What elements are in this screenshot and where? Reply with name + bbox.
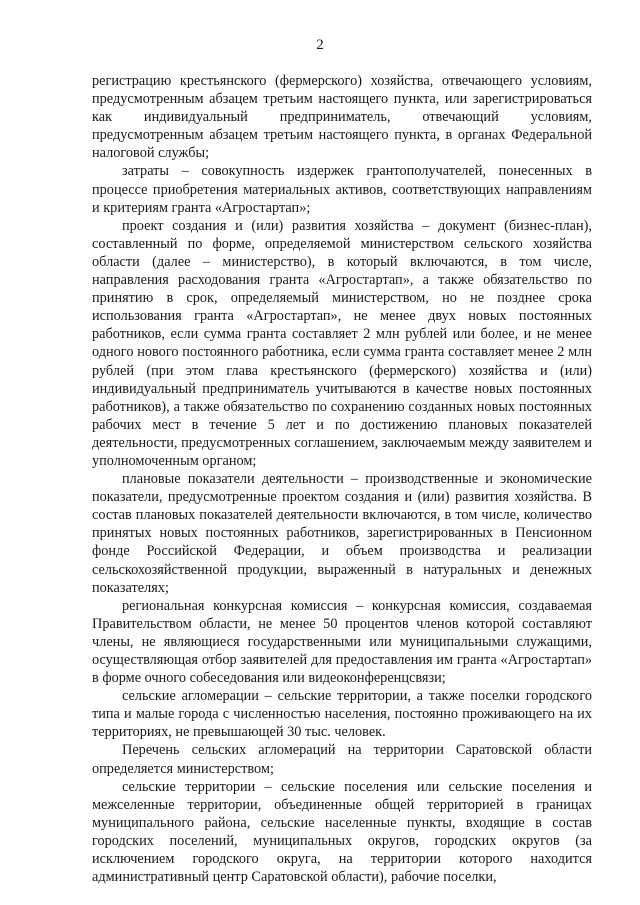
paragraph-definition-project: проект создания и (или) развития хозяйства – документ (бизнес-план), составленный по форме, определяемой министерством сельского хозяйства области (далее – министерство), в который включаются, в том числе, направления расходования гранта «Агростартап», а также обязательство по принятию в срок, определяемый министерством, но не позднее срока использования гранта «Агростартап», не менее двух новых постоянных работников, если сумма гранта составляет 2 млн рублей или более, и не менее одного нового постоянного работника, если сумма гранта составляет менее 2 млн рублей (при этом глава крестьянского (фермерского) хозяйства и (или) индивидуальный предприниматель учитываются в качестве новых постоянных работников), а также обязательство по сохранению созданных новых постоянных рабочих мест в течение 5 лет и по достижению плановых показателей деятельности, предусмотренных соглашением, заключаемым между заявителем и уполномоченным органом; xyxy=(92,217,592,469)
paragraph-definition-agglomerations: сельские агломерации – сельские территории, а также поселки городского типа и малые города с численностью населения, постоянно проживающего на их территориях, не превышающей 30 тыс. человек. xyxy=(92,688,592,741)
paragraph-agglomerations-list: Перечень сельских агломераций на территории Саратовской области определяется министерством; xyxy=(92,742,592,777)
paragraph-definition-costs: затраты – совокупность издержек грантополучателей, понесенных в процессе приобретения материальных активов, соответствующих направлениям и критериям гранта «Агростартап»; xyxy=(92,163,592,216)
paragraph-definition-rural-territories: сельские территории – сельские поселения или сельские поселения и межселенные территории, объединенные общей территорией в границах муниципального района, сельские населенные пункты, входящие в состав городских поселений, муниципальных округов, городских округов (за исключением городского округа, на территории которого находится административный центр Саратовской области), рабочие поселки, xyxy=(92,778,592,886)
paragraph-definition-commission: региональная конкурсная комиссия – конкурсная комиссия, создаваемая Правительством области, не менее 50 процентов членов которой составляют члены, не являющиеся государственными или муниципальными служащими, осуществляющая отбор заявителей для предоставления им гранта «Агростартап» в форме очного собеседования или видеоконференцсвязи; xyxy=(92,597,592,687)
page-number: 2 xyxy=(316,37,324,53)
document-body xyxy=(92,72,592,886)
paragraph-continuation: регистрацию крестьянского (фермерского) хозяйства, отвечающего условиям, предусмотренным абзацем третьим настоящего пункта, или зарегистрироваться как индивидуальный предприниматель, отвечающий условиям, предусмотренным абзацем третьим настоящего пункта, в органах Федеральной налоговой службы; xyxy=(92,73,592,162)
paragraph-definition-planned-indicators: плановые показатели деятельности – производственные и экономические показатели, предусмотренные проектом создания и (или) развития хозяйства. В состав плановых показателей деятельности включаются, в том числе, количество принятых новых постоянных работников, зарегистрированных в Пенсионном фонде Российской Федерации, и объем производства и реализации сельскохозяйственной продукции, выраженный в натуральных и денежных показателях; xyxy=(92,471,592,596)
